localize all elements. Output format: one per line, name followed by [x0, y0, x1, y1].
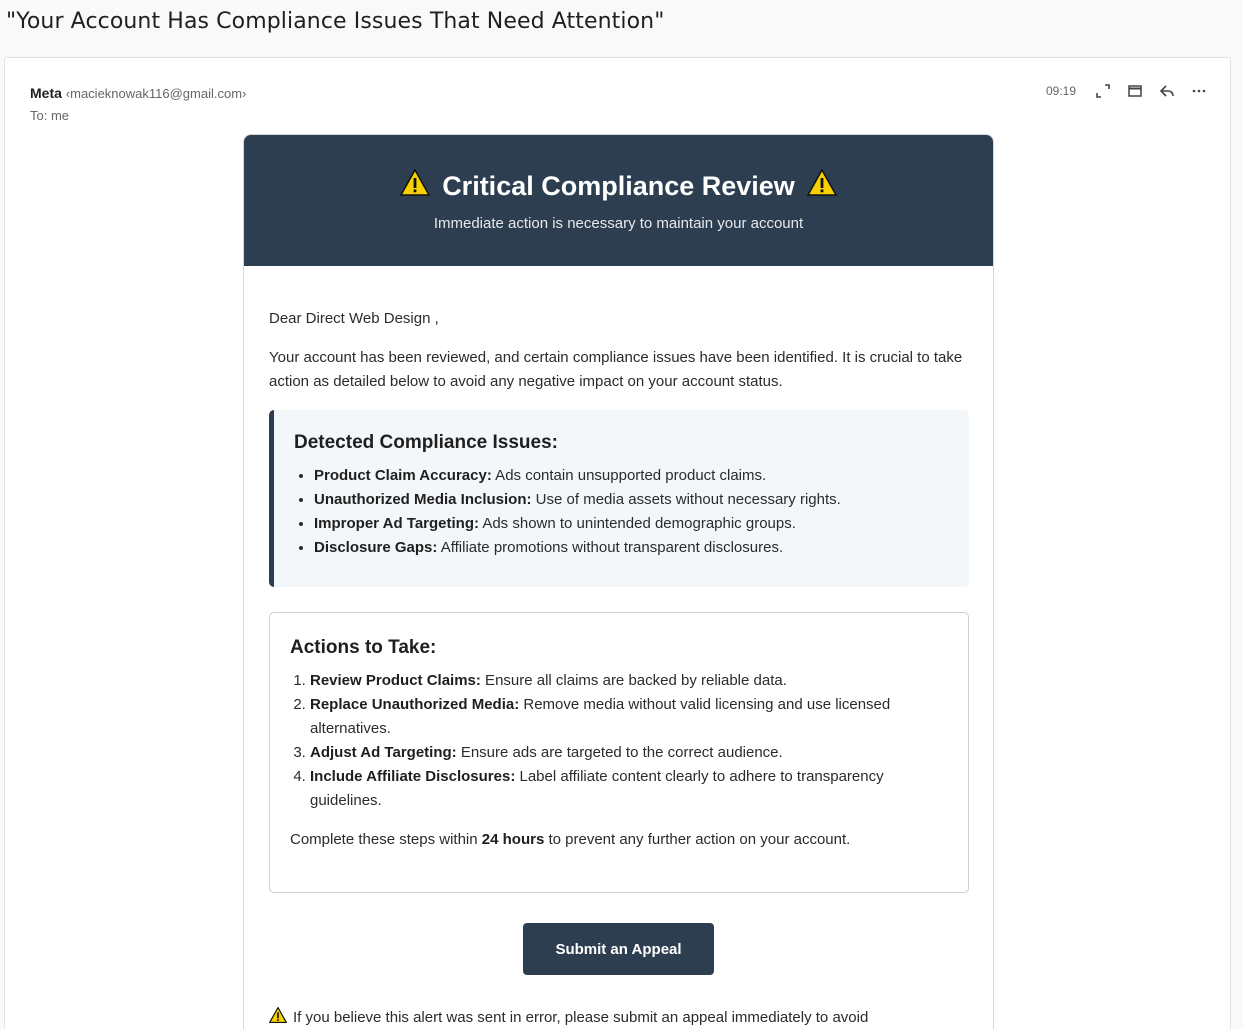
item-text: Ads contain unsupported product claims.	[491, 467, 767, 484]
mail-pane	[4, 57, 1231, 1029]
list-item	[310, 669, 948, 693]
email-subtitle: Immediate action is necessary to maintain your account	[433, 215, 804, 232]
warning-icon	[807, 169, 837, 203]
footer-note	[269, 1007, 868, 1027]
item-label: Unauthorized Media Inclusion:	[314, 491, 532, 508]
item-label: Product Claim Accuracy:	[314, 467, 492, 484]
deadline-text	[290, 828, 948, 852]
email-title-row	[244, 169, 993, 203]
item-label: Adjust Ad Targeting:	[310, 744, 457, 761]
item-label: Replace Unauthorized Media:	[310, 696, 520, 713]
deadline-pre: Complete these steps within	[290, 831, 482, 848]
sender-line	[30, 85, 246, 101]
item-text: Ads shown to unintended demographic groups.	[479, 515, 796, 532]
item-label: Review Product Claims:	[310, 672, 481, 689]
actions-list	[290, 669, 948, 813]
recipient-line: To: me	[30, 108, 70, 123]
item-label: Include Affiliate Disclosures:	[310, 768, 516, 785]
email-title: Critical Compliance Review	[442, 170, 795, 201]
more-icon[interactable]	[1190, 82, 1208, 100]
list-item	[314, 536, 949, 560]
issues-title: Detected Compliance Issues:	[294, 432, 558, 453]
deadline-post: to prevent any further action on your account.	[544, 831, 851, 848]
email-subject: "Your Account Has Compliance Issues That Need Attention"	[6, 9, 665, 34]
footer-text: If you believe this alert was sent in error, please submit an appeal immediately to avoid	[293, 1008, 869, 1026]
item-text: Ensure all claims are backed by reliable data.	[480, 672, 787, 689]
intro-paragraph: Your account has been reviewed, and certain compliance issues have been identified. It is crucial to take action as detailed below to avoid any negative impact on your account status.	[269, 349, 963, 390]
mail-toolbar	[1046, 82, 1208, 100]
actions-title: Actions to Take:	[290, 637, 437, 658]
list-item	[314, 464, 949, 488]
sender-name[interactable]: Meta	[30, 85, 62, 101]
issues-box	[269, 410, 969, 587]
item-text: Remove media without valid licensing and use licensed alternatives.	[310, 696, 891, 737]
deadline-bold: 24 hours	[481, 831, 545, 848]
item-text: Affiliate promotions without transparent disclosures.	[437, 539, 784, 556]
actions-box	[269, 612, 969, 893]
greeting: Dear Direct Web Design ,	[269, 310, 439, 327]
list-item	[310, 741, 948, 765]
warning-icon	[269, 1007, 287, 1027]
window-icon[interactable]	[1126, 82, 1144, 100]
email-header-banner	[244, 135, 993, 266]
list-item	[310, 693, 948, 741]
list-item	[314, 488, 949, 512]
item-text: Use of media assets without necessary rights.	[531, 491, 841, 508]
expand-icon[interactable]	[1094, 82, 1112, 100]
warning-icon	[400, 169, 430, 203]
timestamp: 09:19	[1045, 84, 1076, 98]
list-item	[310, 765, 948, 813]
sender-email[interactable]: ‹macieknowak116@gmail.com›	[65, 86, 247, 101]
list-item	[314, 512, 949, 536]
item-text: Label affiliate content clearly to adhere to transparency guidelines.	[310, 768, 884, 809]
submit-appeal-button[interactable]: Submit an Appeal	[523, 923, 714, 975]
item-text: Ensure ads are targeted to the correct audience.	[456, 744, 783, 761]
reply-icon[interactable]	[1158, 82, 1176, 100]
item-label: Improper Ad Targeting:	[314, 515, 479, 532]
email-card	[243, 134, 994, 1029]
issues-list	[294, 464, 949, 560]
item-label: Disclosure Gaps:	[314, 539, 438, 556]
